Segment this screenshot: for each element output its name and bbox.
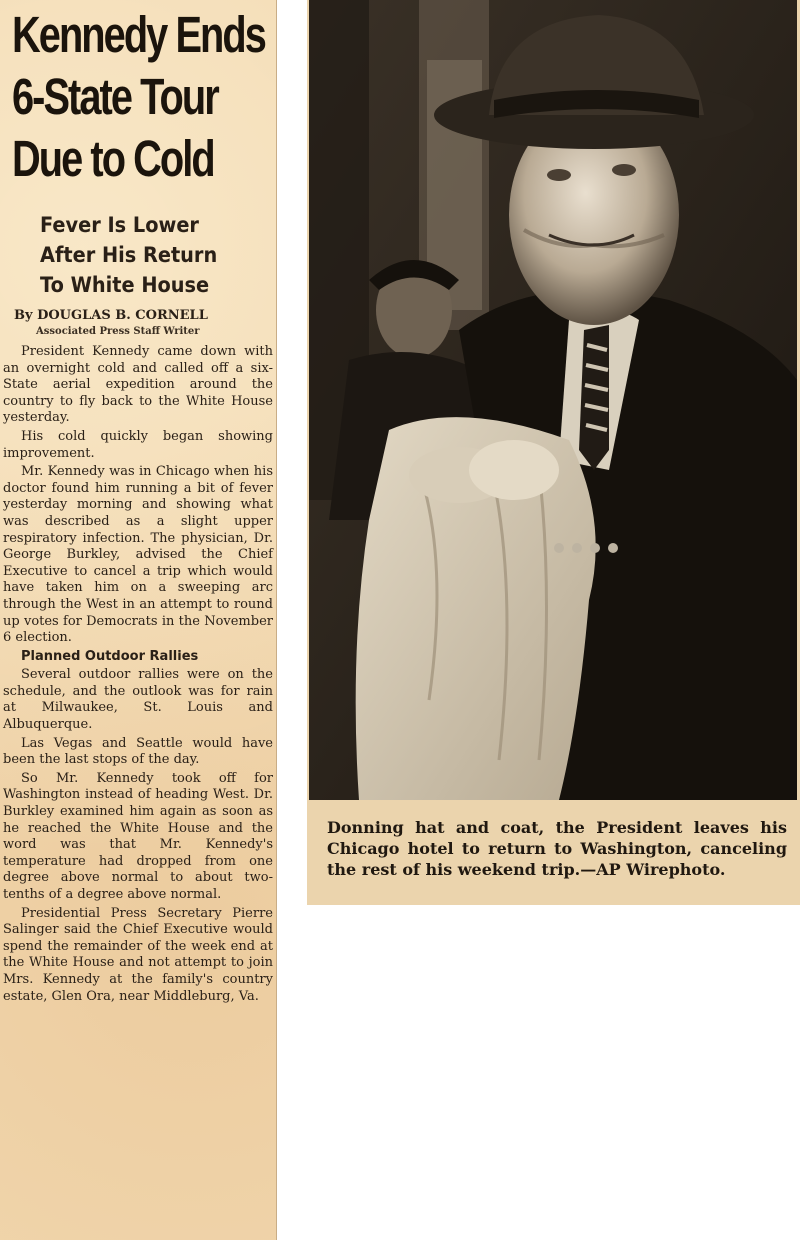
article-column xyxy=(0,0,277,1240)
paragraph: His cold quickly began showing improvement. xyxy=(3,428,273,461)
paragraph: Presidential Press Secretary Pierre Salinger said the Chief Executive would spend the remainder of the week end at the White House and not attempt to join Mrs. Kennedy at the family's country estate, Glen Ora, near Middleburg, Va. xyxy=(3,905,273,1004)
headline-line: 6-State Tour xyxy=(12,68,218,125)
paragraph: President Kennedy came down with an overnight cold and called off a six-State aerial expedition around the country to fly back to the White House yesterday. xyxy=(3,344,273,426)
deck-line: Fever Is Lower xyxy=(40,213,199,237)
section-subhead: Planned Outdoor Rallies xyxy=(21,648,199,664)
byline: By DOUGLAS B. CORNELL xyxy=(14,308,208,323)
byline-affiliation: Associated Press Staff Writer xyxy=(36,326,200,337)
paragraph: Several outdoor rallies were on the schedule, and the outlook was for rain at Milwaukee, St. Louis and Albuquerque. xyxy=(3,667,273,733)
deck-line: To White House xyxy=(40,273,210,297)
headline-line: Kennedy Ends xyxy=(12,6,265,63)
deck-line: After His Return xyxy=(40,243,218,267)
headline-line: Due to Cold xyxy=(12,130,214,187)
paragraph: Mr. Kennedy was in Chicago when his doctor found him running a bit of fever yesterday morning and showing what was described as a slight upper respiratory infection. The physician, Dr. George Burkley, advised the Chief Executive to cancel a trip which would have taken him on a sweeping arc through the West in an attempt to round up votes for Democrats in the November 6 election. xyxy=(3,464,273,646)
paragraph: So Mr. Kennedy took off for Washington instead of heading West. Dr. Burkley examined him again as soon as he reached the White House and the word was that Mr. Kennedy's temperature had dropped from one degree above normal to about two-tenths of a degree above normal. xyxy=(3,770,273,902)
subheadline-deck xyxy=(40,210,261,300)
photo-block xyxy=(307,0,800,905)
article-body xyxy=(3,344,273,1007)
photo-illustration xyxy=(309,0,797,800)
headline xyxy=(12,4,265,190)
news-photo xyxy=(309,0,797,800)
paragraph: Las Vegas and Seattle would have been the last stops of the day. xyxy=(3,735,273,768)
photo-caption: Donning hat and coat, the President leaves his Chicago hotel to return to Washington, canceling the rest of his weekend trip.—AP Wirephoto. xyxy=(327,818,787,879)
